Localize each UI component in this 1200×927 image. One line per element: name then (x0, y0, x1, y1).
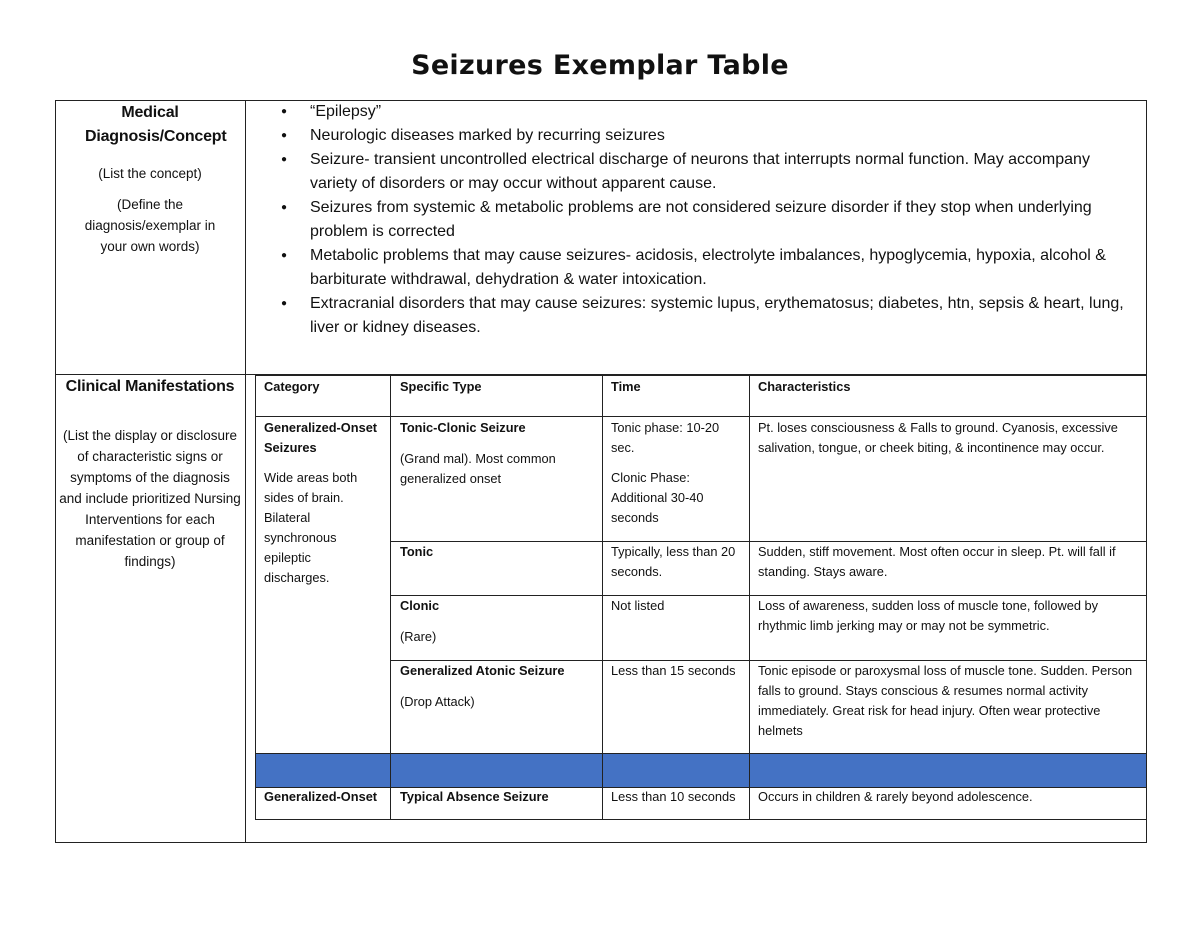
header-specific-type: Specific Type (400, 379, 482, 394)
type-name: Tonic (400, 544, 434, 559)
grid-line (255, 375, 1147, 376)
time-cell (611, 418, 736, 528)
manifestations-instruction: (List the display or disclosure of characteristic signs or symptoms of the diagnosis and include prioritized Nursing Interventions for each manifestation or group of findings) (59, 428, 241, 569)
category-cell (264, 418, 384, 588)
bullet-item: ● Seizures from systemic & metabolic problems are not considered seizure disorder if they stop when underlying problem is corrected (268, 196, 1140, 244)
row-label-diagnosis (57, 101, 243, 257)
column-divider (245, 100, 246, 843)
characteristics-cell: Tonic episode or paroxysmal loss of muscle tone. Sudden. Person falls to ground. Stays conscious & resumes normal activity immediately. Great risk for head injury. Often wear protective helmets (758, 663, 1133, 738)
grid-line (255, 819, 1147, 820)
time-value: Typically, less than 20 seconds. (611, 544, 736, 579)
bullet-item: ● Neurologic diseases marked by recurring seizures (268, 124, 1140, 148)
diagnosis-instruction-1: (List the concept) (98, 166, 202, 181)
grid-line (255, 416, 1147, 417)
type-note: (Rare) (400, 629, 437, 644)
row-label-manifestations (57, 375, 243, 572)
separator-row (255, 754, 1147, 787)
type-name: Typical Absence Seizure (400, 789, 549, 804)
bullet-item: ● Seizure- transient uncontrolled electrical discharge of neurons that interrupts normal function. May accompany variety of disorders or may occur without apparent cause. (268, 148, 1140, 196)
type-cell (400, 596, 595, 647)
type-name: Generalized Atonic Seizure (400, 663, 565, 678)
type-cell (400, 418, 595, 489)
time-value: Less than 15 seconds (611, 663, 736, 678)
category-name: Generalized-Onset Seizures (264, 420, 378, 455)
category-description: Wide areas both sides of brain. Bilateral synchronous epileptic discharges. (264, 470, 358, 585)
time-value: Less than 10 seconds (611, 789, 736, 804)
bullet-item: ● Metabolic problems that may cause seizures- acidosis, electrolyte imbalances, hypoglycemia, hypoxia, alcohol & barbiturate withdrawal, dehydration & water intoxication. (268, 244, 1140, 292)
time-value: Not listed (611, 598, 665, 613)
diagnosis-heading: Medical Diagnosis/Concept (85, 104, 227, 145)
type-note: (Grand mal). Most common generalized onset (400, 451, 556, 486)
header-time: Time (611, 379, 641, 394)
grid-line (255, 753, 1147, 754)
header-characteristics: Characteristics (758, 379, 851, 394)
type-note: (Drop Attack) (400, 694, 475, 709)
manifestations-heading: Clinical Manifestations (65, 378, 235, 395)
time-value-2: Clonic Phase: Additional 30-40 seconds (611, 470, 704, 525)
time-value: Tonic phase: 10-20 sec. (611, 420, 720, 455)
type-name: Tonic-Clonic Seizure (400, 420, 526, 435)
bullet-item: ● “Epilepsy” (268, 100, 1140, 124)
page-title: Seizures Exemplar Table (411, 50, 789, 81)
diagnosis-instruction-2: (Define the diagnosis/exemplar in your own words) (84, 197, 216, 254)
type-cell (400, 661, 600, 712)
header-category: Category (264, 379, 320, 394)
type-name: Clonic (400, 598, 440, 613)
characteristics-cell: Occurs in children & rarely beyond adolescence. (758, 789, 1033, 804)
characteristics-cell: Pt. loses consciousness & Falls to ground. Cyanosis, excessive salivation, tongue, or cheek biting, & incontinence may occur. (758, 420, 1118, 455)
characteristics-cell: Sudden, stiff movement. Most often occur in sleep. Pt. will fall if standing. Stays aware. (758, 544, 1116, 579)
diagnosis-bullet-list (268, 100, 1140, 340)
category-name: Generalized-Onset (264, 789, 378, 804)
bullet-item: ● Extracranial disorders that may cause seizures: systemic lupus, erythematosus; diabetes, htn, sepsis & heart, lung, liver or kidney diseases. (268, 292, 1140, 340)
characteristics-cell: Loss of awareness, sudden loss of muscle tone, followed by rhythmic limb jerking may or may not be symmetric. (758, 598, 1099, 633)
